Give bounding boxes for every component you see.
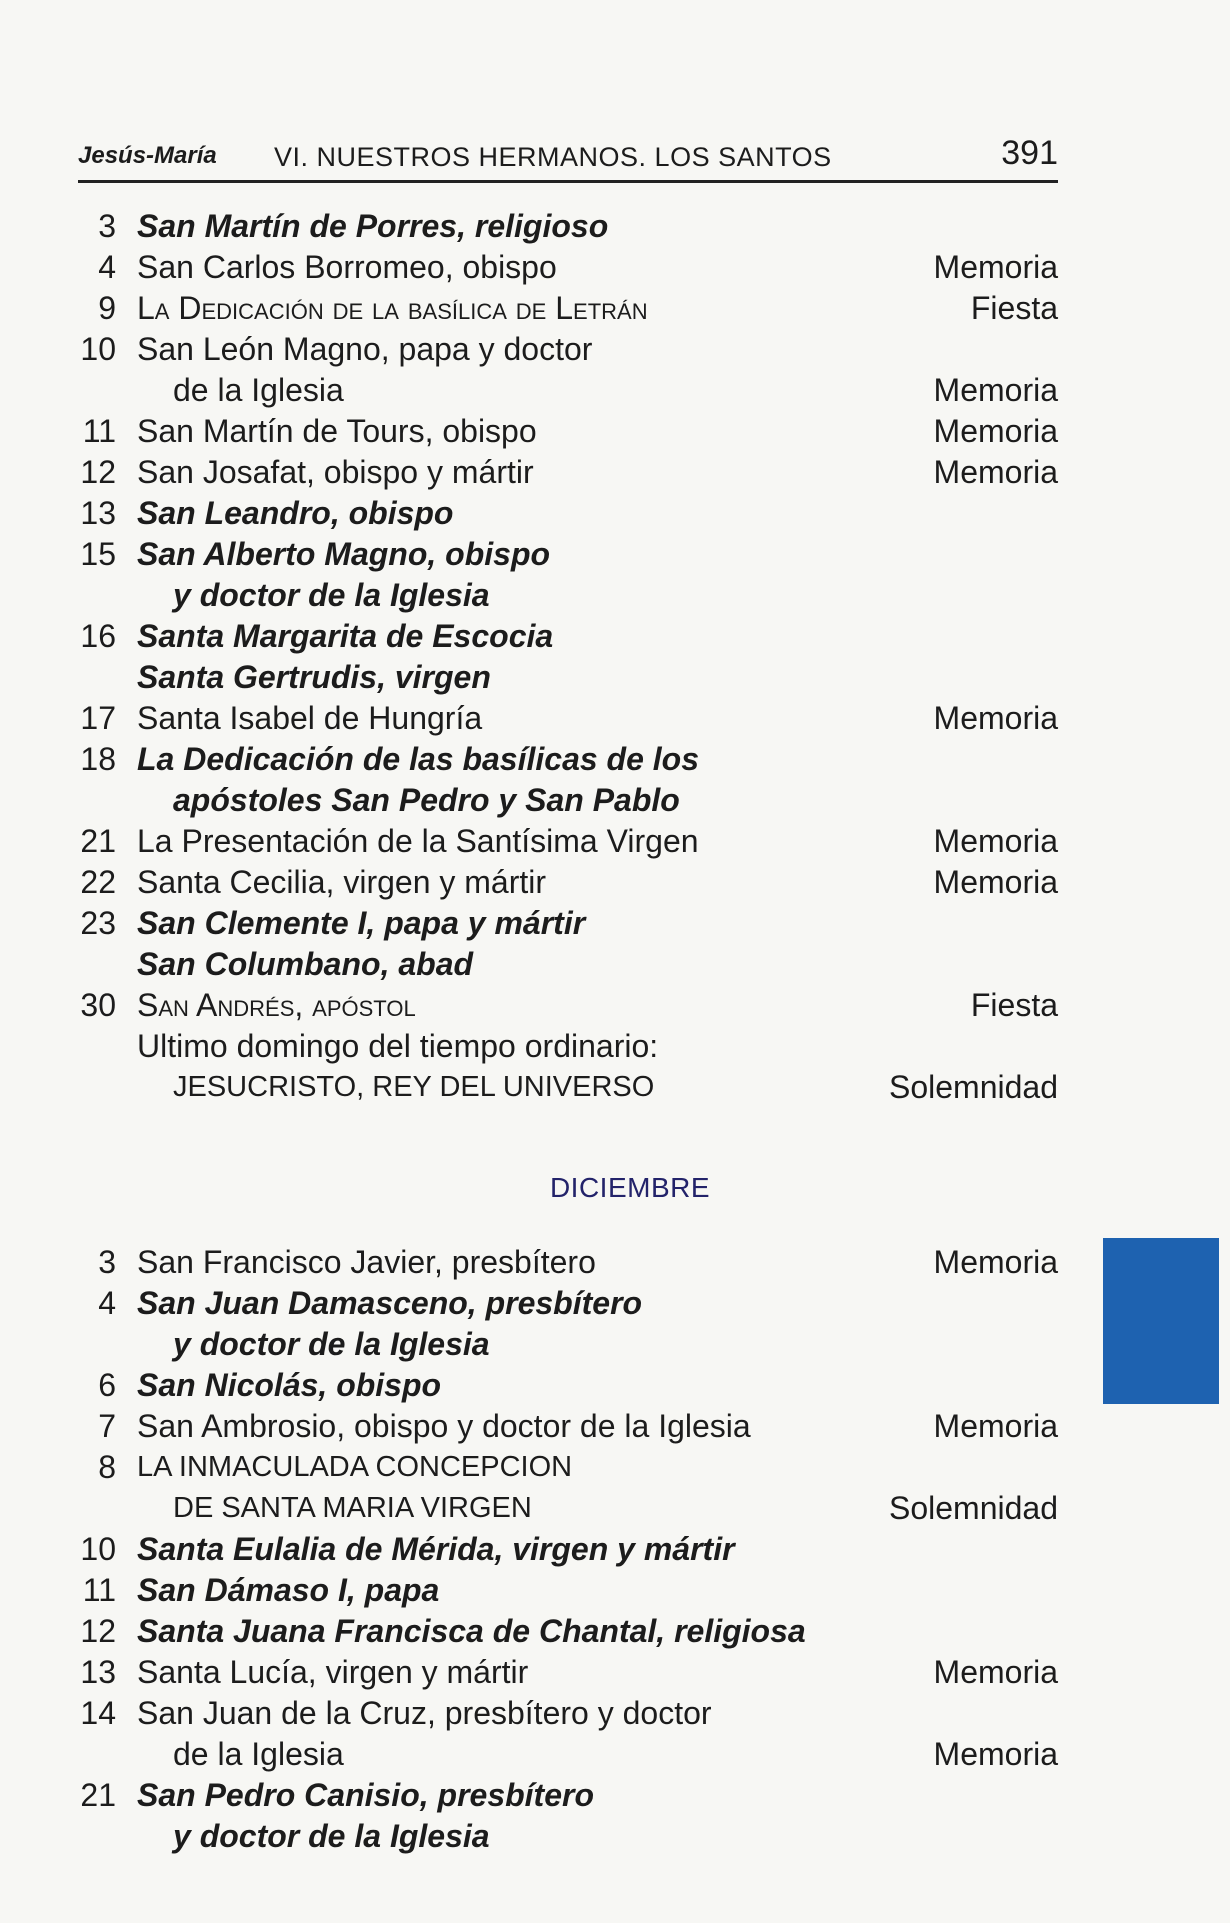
feast-day-number: 4 [98,1285,116,1321]
feast-name: San Clemente I, papa y mártir [137,905,586,941]
feast-rank: Memoria [933,823,1058,859]
feast-row [0,452,1230,493]
feast-day-number: 9 [98,290,116,326]
feast-name: San Martín de Tours, obispo [137,413,537,449]
feast-row [0,903,1230,944]
feast-row [0,1488,1230,1529]
feast-name: San Andrés, apóstol [137,987,416,1023]
feast-name: Santa Margarita de Escocia [137,618,554,654]
feast-row [0,739,1230,780]
feast-rank: Memoria [933,1408,1058,1444]
feast-day-number: 17 [80,700,116,736]
feast-row [0,1406,1230,1447]
feast-row [0,370,1230,411]
feast-row [0,1816,1230,1857]
feast-row [0,411,1230,452]
feast-name: Ultimo domingo del tiempo ordinario: [137,1028,659,1064]
feast-name: San Columbano, abad [137,946,474,982]
feast-name: Santa Lucía, virgen y mártir [137,1654,529,1690]
feast-rank: Memoria [933,864,1058,900]
feast-day-number: 16 [80,618,116,654]
feast-name: y doctor de la Iglesia [173,1818,490,1854]
feast-row [0,657,1230,698]
feast-name: San Francisco Javier, presbítero [137,1244,596,1280]
feast-row [0,1365,1230,1406]
feast-name: Santa Eulalia de Mérida, virgen y mártir [137,1531,735,1567]
feast-row [0,944,1230,985]
feast-name: de la Iglesia [173,1736,344,1772]
feast-name: de la Iglesia [173,372,344,408]
feast-day-number: 21 [80,823,116,859]
feast-name: LA INMACULADA CONCEPCION [137,1451,573,1483]
feast-rank: Memoria [933,700,1058,736]
feast-rank: Memoria [933,249,1058,285]
feast-day-number: 14 [80,1695,116,1731]
feast-day-number: 22 [80,864,116,900]
feast-name: San Juan Damasceno, presbítero [137,1285,643,1321]
feast-row [0,206,1230,247]
feast-rank: Memoria [933,1654,1058,1690]
feast-day-number: 12 [80,454,116,490]
feast-rank: Memoria [933,454,1058,490]
feast-day-number: 10 [80,1531,116,1567]
feast-day-number: 23 [80,905,116,941]
feast-row [0,575,1230,616]
feast-name: San Leandro, obispo [137,495,454,531]
feast-name: La Dedicación de las basílicas de los [137,741,700,777]
feast-row [0,1693,1230,1734]
feast-name: San Alberto Magno, obispo [137,536,551,572]
feast-row [0,1324,1230,1365]
header-author: Jesús-María [78,142,217,169]
feast-name: San Josafat, obispo y mártir [137,454,534,490]
feast-row [0,1775,1230,1816]
feast-row [0,1447,1230,1488]
feast-row [0,1242,1230,1283]
feast-row [0,1067,1230,1108]
feast-name: DE SANTA MARIA VIRGEN [173,1492,532,1524]
feast-day-number: 4 [98,249,116,285]
feast-rank: Fiesta [970,290,1058,326]
feast-day-number: 3 [98,1244,116,1280]
feast-row [0,821,1230,862]
december-feast-list [0,1242,1230,1857]
feast-day-number: 11 [82,1572,116,1608]
feast-rank: Memoria [933,1244,1058,1280]
feast-row [0,1734,1230,1775]
page-number: 391 [1001,134,1058,172]
feast-row [0,780,1230,821]
feast-row [0,1652,1230,1693]
feast-day-number: 21 [80,1777,116,1813]
feast-name: Santa Juana Francisca de Chantal, religiosa [137,1613,806,1649]
feast-rank: Fiesta [970,987,1058,1023]
feast-day-number: 30 [80,987,116,1023]
feast-name: San Dámaso I, papa [137,1572,440,1608]
feast-rank: Memoria [933,1736,1058,1772]
feast-rank: Memoria [933,372,1058,408]
feast-name: San Ambrosio, obispo y doctor de la Iglesia [137,1408,751,1444]
feast-day-number: 13 [80,495,116,531]
running-header [78,132,1058,183]
feast-day-number: 12 [80,1613,116,1649]
feast-name: San Martín de Porres, religioso [137,208,609,244]
feast-rank: Memoria [933,413,1058,449]
feast-day-number: 7 [98,1408,116,1444]
feast-row [0,247,1230,288]
feast-day-number: 8 [98,1449,116,1485]
feast-name: Santa Gertrudis, virgen [137,659,491,695]
feast-name: apóstoles San Pedro y San Pablo [173,782,680,818]
feast-row [0,1570,1230,1611]
feast-day-number: 13 [80,1654,116,1690]
feast-name: La Presentación de la Santísima Virgen [137,823,699,859]
feast-row [0,534,1230,575]
feast-name: JESUCRISTO, REY DEL UNIVERSO [173,1071,655,1103]
feast-rank: Solemnidad [889,1069,1058,1105]
feast-day-number: 18 [80,741,116,777]
feast-name: San Carlos Borromeo, obispo [137,249,557,285]
feast-rank: Solemnidad [889,1490,1058,1526]
feast-row [0,493,1230,534]
feast-name: La Dedicación de la basílica de Letrán [137,290,648,326]
feast-row [0,616,1230,657]
feast-row [0,288,1230,329]
feast-name: Santa Cecilia, virgen y mártir [137,864,547,900]
feast-day-number: 15 [80,536,116,572]
feast-name: San León Magno, papa y doctor [137,331,593,367]
header-chapter-title: VI. NUESTROS HERMANOS. LOS SANTOS [274,142,832,172]
feast-day-number: 6 [98,1367,116,1403]
feast-name: y doctor de la Iglesia [173,577,490,613]
feast-row [0,1529,1230,1570]
feast-day-number: 11 [82,413,116,449]
feast-day-number: 10 [80,331,116,367]
feast-day-number: 3 [98,208,116,244]
feast-row [0,985,1230,1026]
feast-name: Santa Isabel de Hungría [137,700,483,736]
feast-row [0,1283,1230,1324]
feast-name: San Nicolás, obispo [137,1367,442,1403]
month-heading: DICIEMBRE [549,1172,711,1203]
feast-row [0,1611,1230,1652]
feast-row [0,329,1230,370]
feast-row [0,1026,1230,1067]
feast-name: San Juan de la Cruz, presbítero y doctor [137,1695,712,1731]
thumb-index-tab [1103,1238,1219,1404]
november-feast-list [0,206,1230,1108]
feast-row [0,698,1230,739]
feast-row [0,862,1230,903]
feast-name: San Pedro Canisio, presbítero [137,1777,594,1813]
feast-name: y doctor de la Iglesia [173,1326,490,1362]
